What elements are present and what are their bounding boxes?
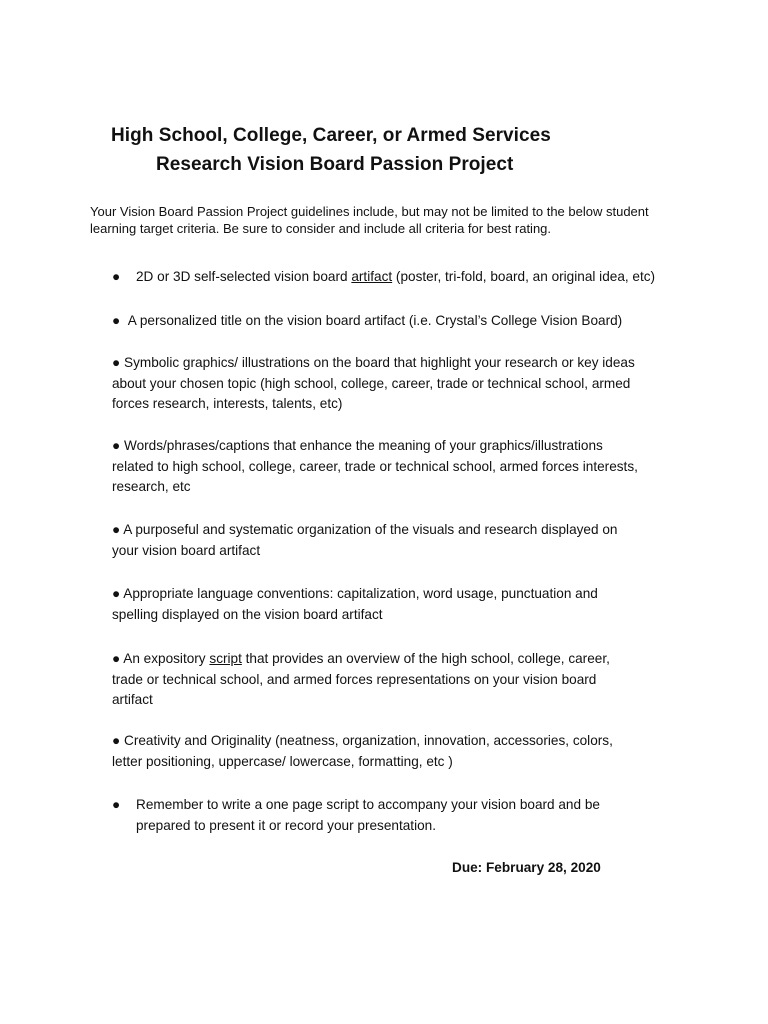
- criteria-item-graphics-line-3: forces research, interests, talents, etc): [112, 396, 343, 411]
- bullet-icon: ●: [112, 522, 121, 537]
- criteria-item-reminder: [112, 795, 692, 836]
- bullet-icon: ●: [112, 355, 121, 370]
- criteria-item-artifact-line-1: [136, 267, 692, 288]
- artifact-text-after: (poster, tri-fold, board, an original idea, etc): [392, 269, 656, 284]
- criteria-item-conventions: [112, 584, 692, 625]
- criteria-item-title: [112, 311, 692, 332]
- title-line-1: High School, College, Career, or Armed Services: [111, 125, 551, 146]
- intro-paragraph: [90, 203, 690, 237]
- criteria-item-captions-line-3: research, etc: [112, 479, 191, 494]
- bullet-icon: ●: [112, 733, 121, 748]
- title-item-text: A personalized title on the vision board artifact (i.e. Crystal’s College Vision Board): [127, 313, 623, 328]
- criteria-item-script-line-2: trade or technical school, and armed forces representations on your vision board: [112, 671, 597, 687]
- criteria-item-graphics-line-2: about your chosen topic (high school, college, career, trade or technical school, armed: [112, 375, 631, 391]
- criteria-item-creativity: [112, 731, 692, 772]
- intro-line-2: learning target criteria. Be sure to consider and include all criteria for best rating.: [90, 221, 552, 236]
- graphics-line-1-text: Symbolic graphics/ illustrations on the board that highlight your research or key ideas: [124, 355, 635, 370]
- bullet-icon: ●: [112, 313, 121, 328]
- script-text-after: that provides an overview of the high school, college, career,: [241, 651, 610, 666]
- script-underlined-word: script: [209, 651, 242, 666]
- bullet-icon: ●: [112, 438, 121, 453]
- criteria-item-reminder-line-2: prepared to present it or record your presentation.: [136, 817, 436, 833]
- organization-line-1-text: A purposeful and systematic organization of the visuals and research displayed on: [123, 522, 618, 537]
- criteria-item-graphics-line-1: [112, 353, 692, 374]
- criteria-item-conventions-line-2: spelling displayed on the vision board artifact: [112, 606, 383, 622]
- criteria-item-script: [112, 649, 692, 711]
- bullet-icon: ●: [112, 586, 121, 601]
- criteria-item-graphics: [112, 353, 692, 415]
- bullet-icon: ●: [112, 651, 121, 666]
- criteria-item-reminder-line-1: Remember to write a one page script to accompany your vision board and be: [136, 797, 600, 812]
- script-text-before: An expository: [123, 651, 210, 666]
- criteria-item-captions-line-1: [112, 436, 692, 457]
- criteria-item-organization: [112, 520, 692, 561]
- artifact-text-before: 2D or 3D self-selected vision board: [136, 269, 352, 284]
- criteria-item-organization-line-2: your vision board artifact: [112, 542, 261, 558]
- captions-line-1-text: Words/phrases/captions that enhance the meaning of your graphics/illustrations: [124, 438, 603, 453]
- criteria-item-script-line-3: artifact: [112, 692, 153, 707]
- creativity-line-1-text: Creativity and Originality (neatness, organization, innovation, accessories, colors,: [124, 733, 613, 748]
- criteria-item-artifact: [112, 267, 692, 288]
- criteria-item-captions: [112, 436, 692, 498]
- intro-line-1: Your Vision Board Passion Project guidelines include, but may not be limited to the below student: [90, 204, 649, 219]
- criteria-item-title-line-1: [112, 311, 692, 332]
- conventions-line-1-text: Appropriate language conventions: capitalization, word usage, punctuation and: [123, 586, 598, 601]
- criteria-item-creativity-line-2: letter positioning, uppercase/ lowercase, formatting, etc ): [112, 753, 453, 769]
- criteria-item-organization-line-1: [112, 520, 692, 541]
- criteria-item-conventions-line-1: [112, 584, 692, 605]
- artifact-underlined-word: artifact: [351, 269, 393, 284]
- criteria-item-creativity-line-1: [112, 731, 692, 752]
- title-line-2: Research Vision Board Passion Project: [156, 154, 514, 175]
- criteria-item-captions-line-2: related to high school, college, career, trade or technical school, armed forces interests,: [112, 458, 638, 474]
- due-date: Due: February 28, 2020: [452, 860, 601, 875]
- bullet-icon: ●: [112, 269, 121, 284]
- bullet-icon: ●: [112, 797, 121, 812]
- criteria-item-script-line-1: [112, 649, 692, 670]
